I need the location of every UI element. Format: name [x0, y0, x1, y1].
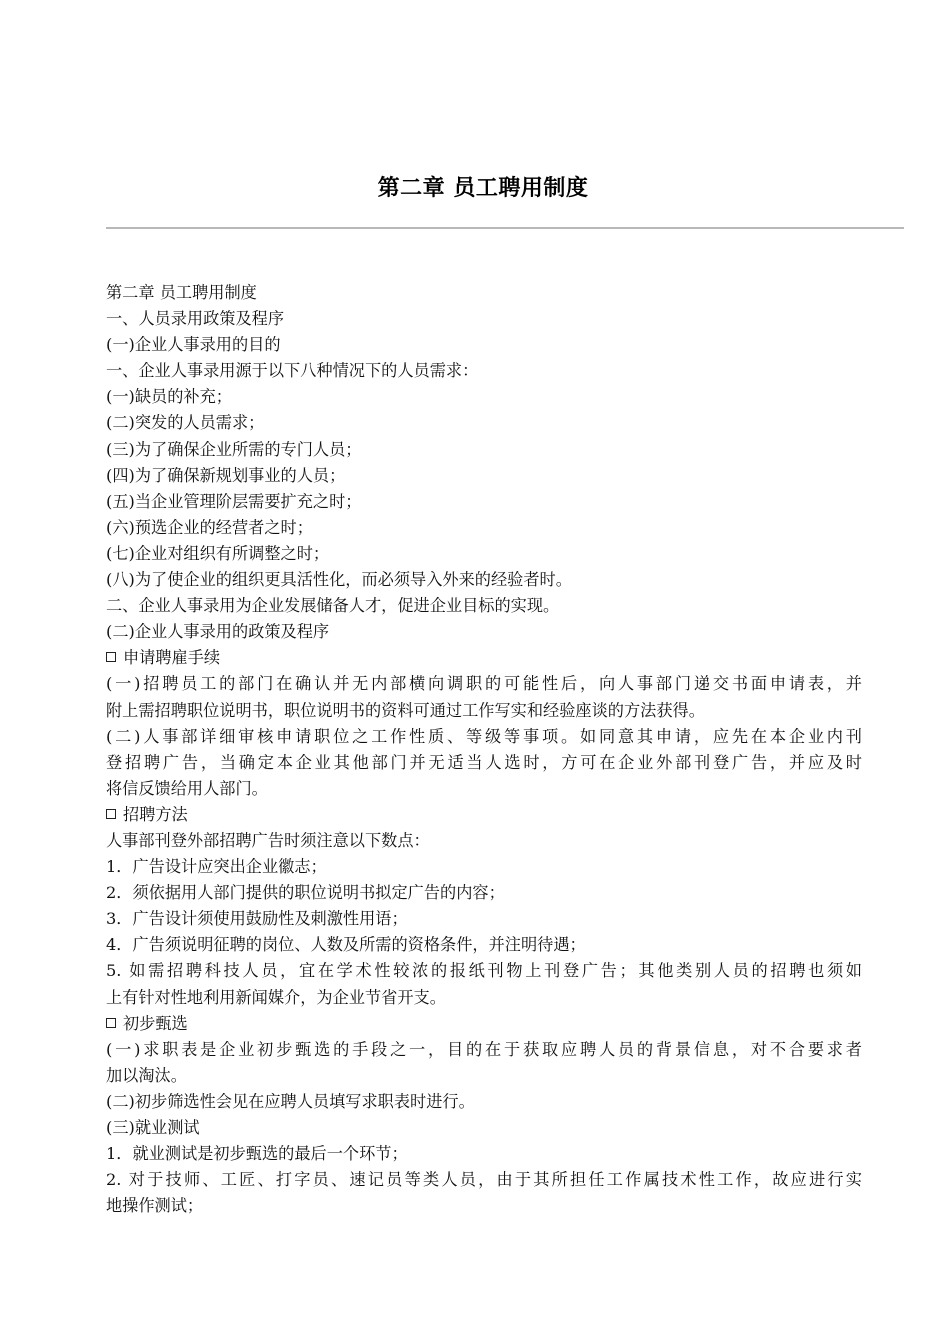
text-line — [106, 1141, 862, 1167]
text-line — [106, 541, 862, 567]
text-line — [106, 906, 862, 932]
line-text: 一、企业人事录用源于以下八种情况下的人员需求： — [106, 361, 479, 381]
text-line — [106, 1115, 862, 1141]
text-line — [106, 619, 862, 645]
line-text: (二)突发的人员需求； — [106, 413, 265, 433]
text-line — [106, 410, 862, 436]
text-line — [106, 306, 862, 332]
text-line — [106, 724, 862, 750]
line-text: (一)求职表是企业初步甄选的手段之一，目的在于获取应聘人员的背景信息，对不合要求者 — [106, 1039, 862, 1059]
line-text: (四)为了确保新规划事业的人员； — [106, 465, 346, 485]
text-line — [106, 932, 862, 958]
text-line — [106, 1063, 862, 1089]
line-text: (一)企业人事录用的目的 — [106, 335, 281, 355]
text-line — [106, 437, 862, 463]
text-line — [106, 1193, 862, 1219]
line-text: (七)企业对组织有所调整之时； — [106, 543, 330, 563]
text-line — [106, 280, 862, 306]
checkbox-bullet-icon — [106, 652, 116, 662]
section-heading-line — [106, 1011, 862, 1037]
text-line — [106, 854, 862, 880]
line-text: 4．广告须说明征聘的岗位、人数及所需的资格条件，并注明待遇； — [106, 935, 586, 955]
text-line — [106, 880, 862, 906]
text-line — [106, 671, 862, 697]
text-line — [106, 776, 862, 802]
line-text: (二)企业人事录用的政策及程序 — [106, 622, 330, 642]
line-text: 5. 如需招聘科技人员，宜在学术性较浓的报纸刊物上刊登广告；其他类别人员的招聘也须如 — [106, 961, 862, 981]
line-text: 招聘方法 — [123, 804, 188, 824]
line-text: 附上需招聘职位说明书，职位说明书的资料可通过工作写实和经验座谈的方法获得。 — [106, 700, 705, 720]
text-line — [106, 515, 862, 541]
line-text: 1．广告设计应突出企业徽志； — [106, 857, 327, 877]
text-line — [106, 1167, 862, 1193]
text-line — [106, 593, 862, 619]
document-body — [106, 280, 862, 1219]
line-text: (三)为了确保企业所需的专门人员； — [106, 439, 362, 459]
line-text: (一)招聘员工的部门在确认并无内部横向调职的可能性后，向人事部门递交书面申请表，并 — [106, 674, 862, 694]
text-line — [106, 332, 862, 358]
line-text: 人事部刊登外部招聘广告时须注意以下数点： — [106, 830, 430, 850]
line-text: (六)预选企业的经营者之时； — [106, 517, 313, 537]
section-heading-line — [106, 645, 862, 671]
line-text: (八)为了使企业的组织更具活性化，而必须导入外来的经验者时。 — [106, 570, 572, 590]
line-text: 二、企业人事录用为企业发展储备人才，促进企业目标的实现。 — [106, 596, 560, 616]
line-text: 一、人员录用政策及程序 — [106, 309, 285, 329]
text-line — [106, 1089, 862, 1115]
line-text: 上有针对性地利用新闻媒介，为企业节省开支。 — [106, 987, 446, 1007]
line-text: (二)初步筛选性会见在应聘人员填写求职表时进行。 — [106, 1091, 475, 1111]
line-text: (一)缺员的补充； — [106, 387, 232, 407]
document-title: 第二章 员工聘用制度 — [377, 176, 589, 201]
text-line — [106, 958, 862, 984]
title-divider — [106, 227, 904, 229]
line-text: 加以淘汰。 — [106, 1065, 187, 1085]
text-line — [106, 463, 862, 489]
text-line — [106, 358, 862, 384]
text-line — [106, 567, 862, 593]
line-text: 初步甄选 — [123, 1013, 188, 1033]
line-text: (五)当企业管理阶层需要扩充之时； — [106, 491, 362, 511]
section-heading-line — [106, 802, 862, 828]
text-line — [106, 828, 862, 854]
line-text: 2. 对于技师、工匠、打字员、速记员等类人员，由于其所担任工作属技术性工作，故应进行实 — [106, 1170, 862, 1190]
line-text: 1．就业测试是初步甄选的最后一个环节； — [106, 1144, 408, 1164]
checkbox-bullet-icon — [106, 1018, 116, 1028]
text-line — [106, 1037, 862, 1063]
checkbox-bullet-icon — [106, 809, 116, 819]
text-line — [106, 384, 862, 410]
line-text: (二)人事部详细审核申请职位之工作性质、等级等事项。如同意其申请，应先在本企业内刊 — [106, 726, 862, 746]
line-text: 将信反馈给用人部门。 — [106, 778, 268, 798]
line-text: (三)就业测试 — [106, 1118, 200, 1137]
text-line — [106, 985, 862, 1011]
text-line — [106, 698, 862, 724]
line-text: 第二章 员工聘用制度 — [106, 283, 257, 302]
text-line — [106, 750, 862, 776]
line-text: 登招聘广告，当确定本企业其他部门并无适当人选时，方可在企业外部刊登广告，并应及时 — [106, 752, 862, 772]
text-line — [106, 489, 862, 515]
line-text: 2．须依据用人部门提供的职位说明书拟定广告的内容； — [106, 883, 505, 903]
line-text: 3．广告设计须使用鼓励性及刺激性用语； — [106, 909, 408, 929]
line-text: 申请聘雇手续 — [123, 648, 221, 668]
line-text: 地操作测试； — [106, 1196, 204, 1216]
